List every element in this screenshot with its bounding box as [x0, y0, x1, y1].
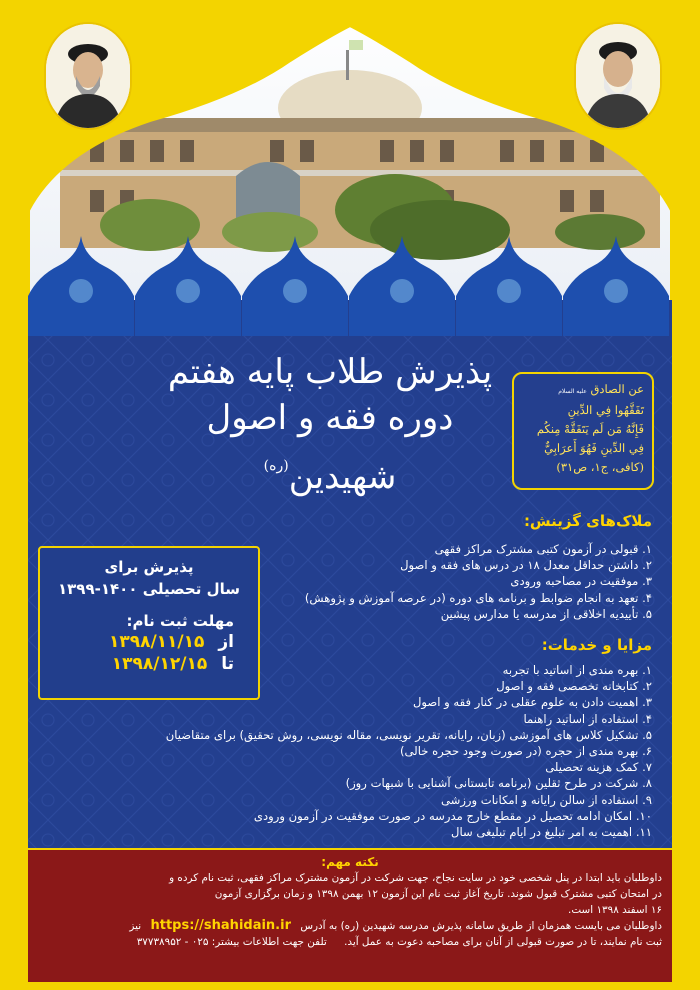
list-item: ۱۰. امکان ادامه تحصیل در مقطع خارج مدرسه در صورت موفقیت در آزمون ورودی: [253, 808, 652, 823]
to-date: ۱۳۹۸/۱۲/۱۵: [111, 654, 208, 674]
list-item: ۵. تأییدیه اخلاقی از مدرسه یا مدارس پیشین: [440, 606, 652, 621]
list-item: ۱. بهره مندی از اساتید با تجربه: [502, 663, 652, 677]
website-link[interactable]: https://shahidain.ir: [150, 918, 291, 933]
list-item: ۲. داشتن حداقل معدل ۱۸ در درس های فقه و اصول: [400, 558, 652, 573]
list-item: ۸. شرکت در طرح ثقلین (برنامه تابستانی آشنایی با شبهات روز): [345, 776, 652, 791]
list-item: ۱۱. اهمیت به امر تبلیغ در ایام تبلیغی سال: [451, 825, 652, 840]
hadith-line-2: تَفَقَّهُوا فِي الدِّينِ: [567, 403, 644, 417]
benefits-heading: مزایا و خدمات:: [541, 636, 652, 654]
list-item: ۳. اهمیت دادن به علوم عقلی در کنار فقه و اصول: [412, 695, 652, 710]
tile-arches: [28, 236, 672, 336]
hadith-line-1: عن الصادق علیه السلام: [558, 382, 644, 396]
title-line-2: [150, 394, 510, 501]
title-honorific: (ره): [263, 458, 289, 474]
notice-line: داوطلبان باید ابتدا در پنل شخصی خود در سایت نجاح، جهت شرکت در آزمون مشترک مراکز فقهی، ثبت نام کرده و: [169, 872, 662, 884]
phone-label: تلفن جهت اطلاعات بیشتر:: [211, 936, 327, 948]
admission-year: سال تحصیلی ۱۴۰۰-۱۳۹۹: [58, 580, 240, 598]
deadline-label: مهلت ثبت نام:: [126, 612, 234, 630]
list-item: ۵. تشکیل کلاس های آموزشی (زبان، رایانه، تقریر نویسی، مقاله نویسی، روش تحقیق) برای متقاضیان: [165, 727, 652, 742]
list-item: ۳. موفقیت در مصاحبه ورودی: [510, 574, 652, 589]
list-item: ۷. کمک هزینه تحصیلی: [545, 760, 652, 775]
criteria-heading: ملاک‌های گزینش:: [523, 512, 652, 530]
hadith-source: (کافی، ج۱، ص۳۱): [556, 460, 644, 474]
criteria-list: [305, 541, 652, 622]
hadith-line-3: فَإِنَّهُ مَن لَم يَتَفَقَّهْ مِنكُم: [536, 422, 644, 436]
notice-line: ۱۶ اسفند ۱۳۹۸ است.: [568, 904, 662, 916]
hadith-box: [512, 372, 654, 490]
from-date: ۱۳۹۸/۱۱/۱۵: [108, 632, 205, 652]
notice-box: [28, 850, 672, 982]
list-item: ۶. بهره مندی از حجره (در صورت وجود حجره خالی): [399, 744, 652, 759]
deadline-to: تا۱۳۹۸/۱۲/۱۵: [111, 654, 234, 674]
list-item: ۱. قبولی در آزمون کتبی مشترک مراکز فقهی: [434, 542, 652, 556]
hadith-honorific: علیه السلام: [558, 388, 587, 395]
portrait-figure-icon: [46, 24, 130, 128]
notice-line: ثبت نام نمایند، تا در صورت قبولی از آنان برای مصاحبه دعوت به عمل آید. تلفن جهت اطلاعات بیشتر: ۰۲۵ - ۳۷۷۳۸۹۵۲: [136, 936, 662, 948]
deadline-from: از۱۳۹۸/۱۱/۱۵: [108, 632, 234, 652]
portrait-figure-icon: [576, 24, 660, 128]
list-item: ۹. استفاده از سالن رایانه و امکانات ورزشی: [440, 792, 652, 807]
benefits-list: [166, 662, 652, 840]
title-line-1: پذیرش طلاب پایه هفتم: [167, 352, 493, 392]
list-item: ۲. کتابخانه تخصصی فقه و اصول: [496, 679, 652, 694]
poster-title: [150, 340, 510, 497]
portrait-left: [44, 22, 132, 130]
notice-line: داوطلبان می بایست همزمان از طریق سامانه پذیرش مدرسه شهیدین (ره) به آدرس https://shahidain.ir نیز: [129, 918, 662, 933]
notice-also: نیز: [129, 920, 142, 932]
notice-heading: نکته مهم:: [321, 855, 379, 869]
hadith-line-4: فِي الدِّينِ فَهُوَ أَعرَابِيٌّ: [544, 441, 644, 455]
title-line-2-text: دوره فقه و اصول شهیدین: [206, 398, 454, 497]
portrait-right: [574, 22, 662, 130]
admission-line-1: پذیرش برای: [104, 558, 194, 576]
list-item: ۴. تعهد به انجام ضوابط و برنامه های دوره (در عرصه آموزش و پژوهش): [304, 590, 652, 605]
phone-number: ۰۲۵ - ۳۷۷۳۸۹۵۲: [136, 936, 209, 948]
notice-line: در امتحان کتبی مشترک قبول شوند. تاریخ آغاز ثبت نام این آزمون ۱۲ بهمن ۱۳۹۸ و زمان برگزاری آزمون: [214, 888, 662, 900]
list-item: ۴. استفاده از اساتید راهنما: [523, 711, 652, 726]
